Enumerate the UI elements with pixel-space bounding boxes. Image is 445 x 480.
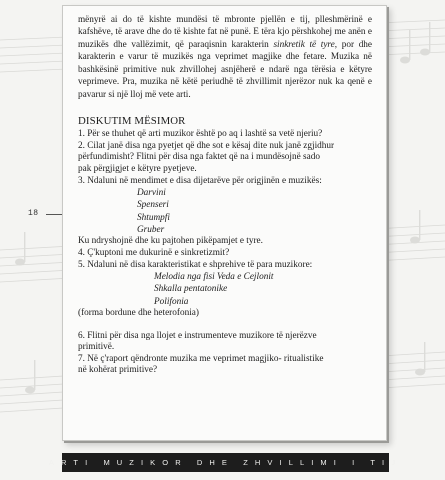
section-title: DISKUTIM MËSIMOR <box>78 115 186 128</box>
question-3: 3. Ndaluni në mendimet e disa dijetarëve për origjinën e muzikës: <box>78 175 322 186</box>
question-5-follow: (forma bordune dhe heterofonia) <box>78 308 199 318</box>
question-2-line-3: pak përgjigjet e këtyre pyetjeve. <box>78 163 197 174</box>
footer-bar <box>48 453 403 472</box>
question-3-follow: Ku ndryshojnë dhe ku pajtohen pikëpamjet e tyre. <box>78 236 263 247</box>
question-6-line-2: primitivë. <box>78 342 115 353</box>
question-2-line-2: përfundimisht? Flitni për disa nga faktet që na i mundësojnë sado <box>78 152 320 163</box>
list-item: Melodia nga fisi Veda e Cejlonit <box>154 272 274 283</box>
question-2-line-1: 2. Cilat janë disa nga pyetjet që dhe sot e kësaj dite nuk janë zgjidhur <box>78 140 335 151</box>
list-item: Polifonia <box>154 296 189 307</box>
intro-text-2: , por dhe karakterin e varur të muzikës nga veprimet magjike dhe fetare. Muzika në bashkësinë primitive nuk zhvillohej asnjëherë e ndarë nga tërësia e këtyre veprimeve. Pra, muzika në këtë periudhë të zhvillimit njerëzor nuk ka qenë e pavarur si një lloj më vete arti. <box>78 39 372 100</box>
page-number: 18 <box>28 209 39 218</box>
spacer <box>78 320 372 331</box>
intro-italic-term: sinkretik të tyre <box>273 39 335 50</box>
question-7-line-1: 7. Në ç'raport qëndronte muzika me veprimet magjiko- ritualistike <box>78 353 324 364</box>
question-1: 1. Për se thuhet që arti muzikor është po aq i lashtë sa vetë njeriu? <box>78 129 323 140</box>
list-item: Darvini <box>137 188 166 199</box>
list-item: Shkalla pentatonike <box>154 284 228 295</box>
list-item: Shtumpfi <box>137 212 170 223</box>
question-6-line-1: 6. Flitni për disa nga llojet e instrumenteve muzikore të njerëzve <box>78 330 317 341</box>
forms-list <box>78 271 372 308</box>
question-7-line-2: në kohërat primitive? <box>78 365 158 376</box>
intro-text-1: mënyrë ai do të kishte mundësi të mbronte pjellën e tij, plleshmërinë e kafshëve, të arave dhe do të kishte fat në punë. E tëra kjo përshkohej me anën e muzikës dhe vallëzimit, që paraqisnin karakterin <box>78 15 372 50</box>
intro-paragraph <box>78 14 372 101</box>
page-card <box>62 5 387 441</box>
question-4: 4. Ç'kuptoni me dukurinë e sinkretizmit? <box>78 247 230 258</box>
question-5: 5. Ndaluni në disa karakteristikat e shprehive të para muzikore: <box>78 259 313 270</box>
scholar-list <box>78 187 372 236</box>
list-item: Gruber <box>137 225 165 236</box>
footer-title: ARTI MUZIKOR DHE ZHVILLIMI I TIJ <box>48 458 403 467</box>
list-item: Spenseri <box>137 200 169 211</box>
